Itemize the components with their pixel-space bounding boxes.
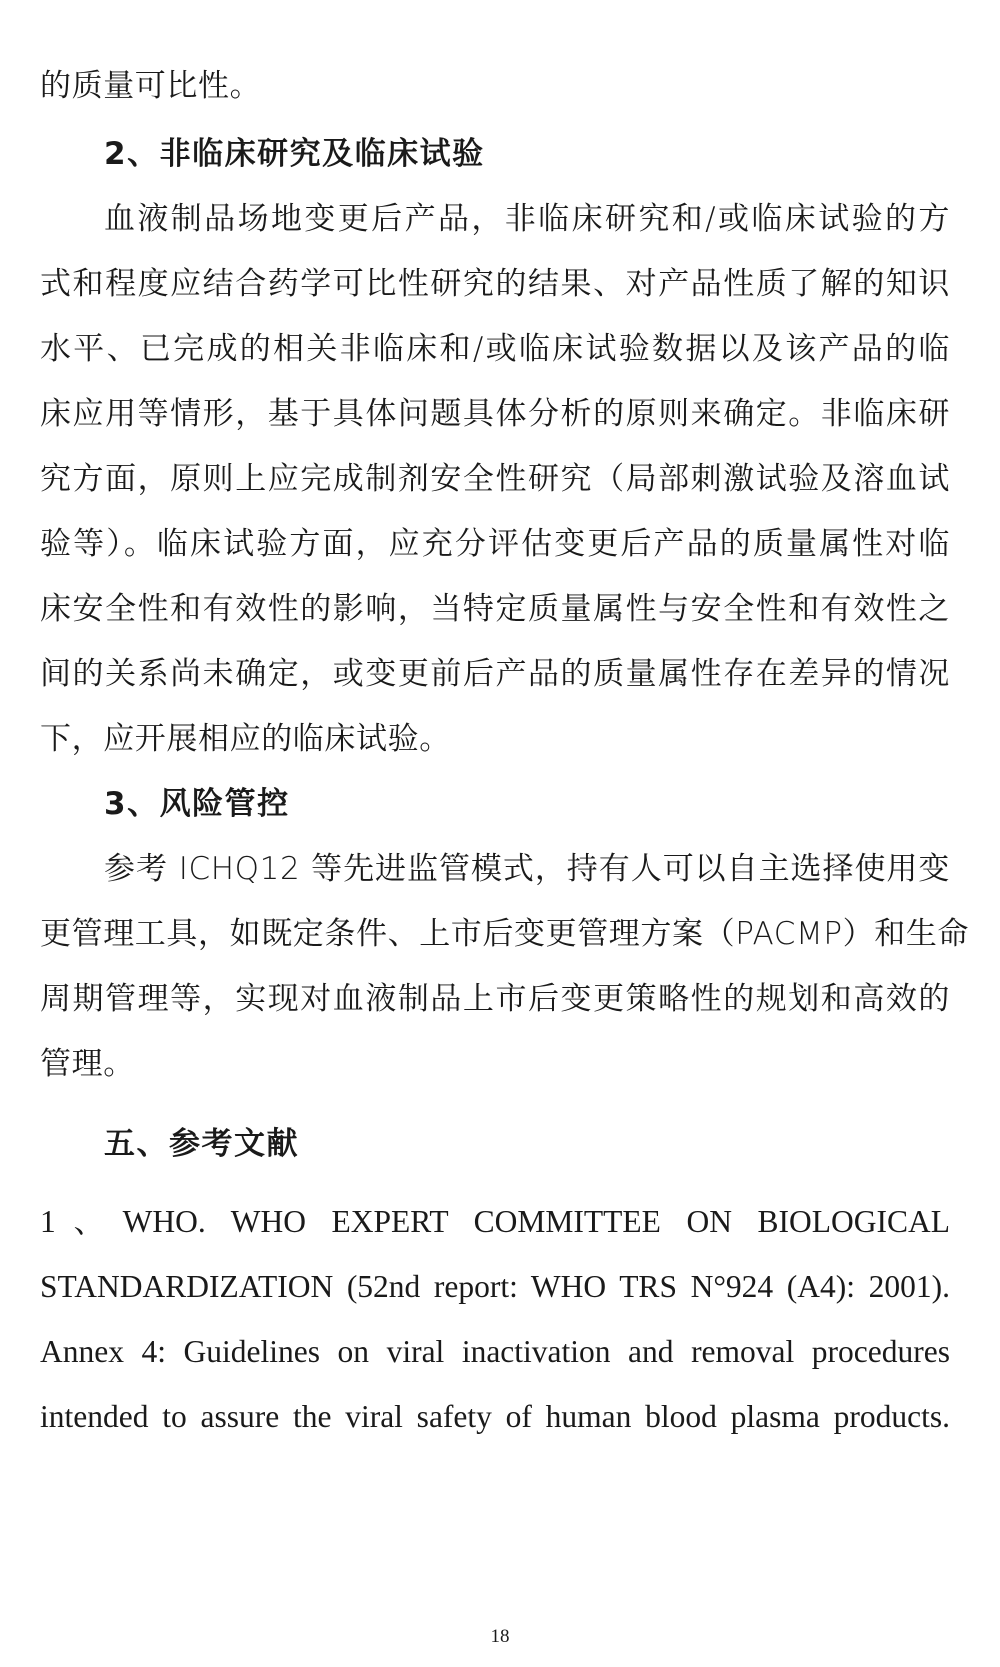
paragraph-line: 水平、已完成的相关非临床和/或临床试验数据以及该产品的临 bbox=[40, 331, 950, 367]
reference-line: Annex 4: Guidelines on viral inactivation and removal procedures bbox=[40, 1334, 950, 1369]
paragraph-line: 式和程度应结合药学可比性研究的结果、对产品性质了解的知识 bbox=[40, 266, 950, 302]
reference-line: 1、WHO. WHO EXPERT COMMITTEE ON BIOLOGICAL bbox=[40, 1204, 950, 1239]
paragraph-line: 下，应开展相应的临床试验。 bbox=[40, 721, 451, 757]
reference-line: STANDARDIZATION (52nd report: WHO TRS N°924 (A4): 2001). bbox=[40, 1269, 950, 1304]
page-number: 18 bbox=[490, 1626, 510, 1647]
paragraph-line: 的质量可比性。 bbox=[40, 68, 262, 104]
reference-line: intended to assure the viral safety of human blood plasma products. bbox=[40, 1399, 950, 1434]
paragraph-line: 周期管理等，实现对血液制品上市后变更策略性的规划和高效的 bbox=[40, 981, 950, 1017]
section-heading-references: 五、参考文献 bbox=[104, 1126, 299, 1162]
paragraph-line: 床安全性和有效性的影响，当特定质量属性与安全性和有效性之 bbox=[40, 591, 950, 627]
section-heading-3: 3、风险管控 bbox=[104, 786, 290, 822]
paragraph-line: 参考 ICHQ12 等先进监管模式，持有人可以自主选择使用变 bbox=[104, 851, 950, 887]
paragraph-line: 床应用等情形，基于具体问题具体分析的原则来确定。非临床研 bbox=[40, 396, 950, 432]
paragraph-line: 更管理工具，如既定条件、上市后变更管理方案（PACMP）和生命 bbox=[40, 916, 970, 952]
section-heading-2: 2、非临床研究及临床试验 bbox=[104, 136, 485, 172]
paragraph-line: 究方面，原则上应完成制剂安全性研究（局部刺激试验及溶血试 bbox=[40, 461, 950, 497]
paragraph-line: 管理。 bbox=[40, 1046, 135, 1082]
paragraph-line: 间的关系尚未确定，或变更前后产品的质量属性存在差异的情况 bbox=[40, 656, 950, 692]
paragraph-line: 血液制品场地变更后产品，非临床研究和/或临床试验的方 bbox=[104, 201, 950, 237]
paragraph-line: 验等）。临床试验方面，应充分评估变更后产品的质量属性对临 bbox=[40, 526, 950, 562]
